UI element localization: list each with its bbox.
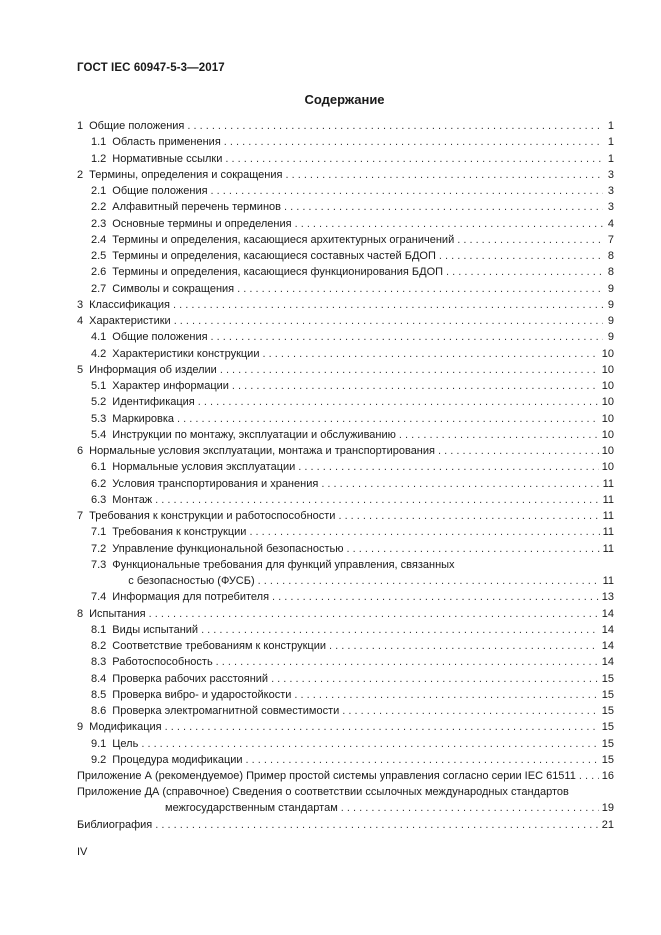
toc-entry[interactable] bbox=[77, 524, 614, 540]
toc-entry-page: 10 bbox=[601, 445, 614, 457]
toc-dot-leader bbox=[294, 687, 598, 703]
toc-entry-page: 11 bbox=[602, 510, 614, 522]
toc-entry-number: 5.2 bbox=[91, 396, 107, 409]
toc-dot-leader bbox=[446, 264, 603, 280]
toc-entry[interactable] bbox=[77, 817, 614, 833]
toc-dot-leader bbox=[329, 638, 599, 654]
toc-entry[interactable] bbox=[77, 768, 614, 784]
toc-dot-leader bbox=[211, 183, 603, 199]
toc-entry[interactable] bbox=[77, 297, 614, 313]
toc-entry-number: 4.1 bbox=[91, 331, 107, 344]
page-title: Содержание bbox=[304, 92, 385, 107]
toc-entry-page: 1 bbox=[607, 120, 614, 132]
toc-dot-leader bbox=[220, 362, 599, 378]
toc-entry-number: 1.2 bbox=[91, 152, 107, 165]
toc-entry[interactable] bbox=[77, 264, 614, 280]
toc-entry[interactable] bbox=[77, 329, 614, 345]
toc-entry-page: 10 bbox=[601, 412, 614, 425]
toc-entry-page: 1 bbox=[607, 152, 614, 165]
toc-entry-label: Алфавитный перечень терминов bbox=[112, 201, 281, 214]
toc-entry-page: 16 bbox=[601, 770, 614, 782]
toc-entry[interactable] bbox=[77, 167, 614, 183]
toc-entry-label: Проверка электромагнитной совместимости bbox=[112, 705, 340, 717]
toc-entry-page: 3 bbox=[607, 168, 614, 181]
toc-entry-label: Требования к конструкции и работоспособности bbox=[89, 510, 336, 522]
toc-entry[interactable] bbox=[77, 216, 614, 232]
toc-entry-number: 2.5 bbox=[91, 250, 107, 262]
toc-entry-label: Условия транспортирования и хранения bbox=[112, 477, 319, 490]
toc-entry-page: 14 bbox=[601, 656, 614, 669]
toc-entry-label: Информация об изделии bbox=[89, 363, 217, 376]
toc-entry[interactable] bbox=[77, 411, 614, 427]
table-of-contents bbox=[77, 118, 614, 833]
toc-entry-label: Соответствие требованиям к конструкции bbox=[112, 640, 326, 652]
toc-entry-number: 9.1 bbox=[91, 737, 107, 750]
toc-dot-leader bbox=[341, 800, 599, 816]
toc-entry-number: 2.4 bbox=[91, 233, 107, 246]
toc-entry-label: Инструкции по монтажу, эксплуатации и обслуживанию bbox=[112, 428, 396, 441]
toc-entry-page: 9 bbox=[607, 298, 614, 311]
toc-entry-label: Символы и сокращения bbox=[112, 282, 235, 295]
toc-entry-number: 1.1 bbox=[91, 136, 107, 149]
toc-entry-page: 15 bbox=[601, 705, 614, 717]
toc-entry[interactable] bbox=[77, 183, 614, 199]
toc-entry-label: Характеристики bbox=[89, 315, 171, 327]
toc-entry-page: 3 bbox=[607, 201, 614, 214]
toc-entry-number: 8 bbox=[77, 607, 84, 620]
toc-entry[interactable] bbox=[77, 541, 614, 557]
toc-dot-leader bbox=[141, 736, 598, 752]
toc-entry-number: 5.4 bbox=[91, 428, 107, 441]
toc-entry-number: 7.3 bbox=[91, 558, 107, 571]
toc-entry[interactable] bbox=[77, 557, 614, 590]
toc-entry[interactable] bbox=[77, 508, 614, 524]
toc-entry-number: 7.1 bbox=[91, 526, 107, 539]
toc-entry-page: 11 bbox=[602, 574, 614, 587]
toc-dot-leader bbox=[174, 313, 603, 329]
toc-entry-number: 8.4 bbox=[91, 672, 107, 685]
toc-entry[interactable] bbox=[77, 752, 614, 768]
toc-dot-leader bbox=[347, 541, 600, 557]
toc-entry-label: Нормативные ссылки bbox=[112, 152, 223, 165]
toc-entry-label: Нормальные условия эксплуатации bbox=[112, 461, 296, 474]
toc-entry-label: Монтаж bbox=[112, 493, 153, 506]
toc-entry-page: 14 bbox=[601, 607, 614, 620]
toc-entry-label: Термины и определения, касающиеся архитектурных ограничений bbox=[112, 233, 455, 246]
toc-entry[interactable] bbox=[77, 394, 614, 410]
toc-entry-label: Приложение ДА (справочное) Сведения о соответствии ссылочных международных стандартов bbox=[77, 786, 569, 799]
toc-entry[interactable] bbox=[77, 232, 614, 248]
toc-entry-page: 9 bbox=[607, 315, 614, 327]
toc-entry-page: 11 bbox=[602, 526, 614, 539]
toc-entry[interactable] bbox=[77, 606, 614, 622]
toc-entry-page: 14 bbox=[601, 640, 614, 652]
toc-entry-page: 10 bbox=[601, 396, 614, 409]
toc-entry[interactable] bbox=[77, 622, 614, 638]
toc-entry-label: Цель bbox=[112, 737, 139, 750]
toc-entry-label: Испытания bbox=[89, 607, 146, 620]
toc-entry-page: 8 bbox=[607, 266, 614, 279]
toc-entry-page: 10 bbox=[601, 347, 614, 360]
toc-entry-label: Маркировка bbox=[112, 412, 175, 425]
toc-entry-page: 7 bbox=[607, 233, 614, 246]
toc-entry[interactable] bbox=[77, 638, 614, 654]
toc-dot-leader bbox=[155, 492, 599, 508]
toc-entry-label: Приложение А (рекомендуемое) Пример простой системы управления согласно серии IEC 61511 bbox=[77, 770, 576, 782]
toc-entry-number: 7.4 bbox=[91, 591, 107, 604]
toc-entry-page: 1 bbox=[607, 136, 614, 149]
toc-entry[interactable] bbox=[77, 248, 614, 264]
toc-entry-label: Характеристики конструкции bbox=[112, 347, 260, 360]
toc-entry-number: 7 bbox=[77, 510, 84, 522]
toc-entry-label: Модификация bbox=[89, 721, 162, 734]
toc-entry-label: Термины и определения, касающиеся функционирования БДОП bbox=[112, 266, 444, 279]
toc-entry[interactable] bbox=[77, 476, 614, 492]
toc-entry-number: 2.2 bbox=[91, 201, 107, 214]
toc-dot-leader bbox=[149, 606, 599, 622]
toc-dot-leader bbox=[198, 394, 599, 410]
toc-entry-page: 15 bbox=[601, 688, 614, 701]
toc-dot-leader bbox=[177, 411, 599, 427]
toc-entry-number: 8.2 bbox=[91, 640, 107, 652]
toc-entry-number: 2.7 bbox=[91, 282, 107, 295]
toc-dot-leader bbox=[298, 459, 598, 475]
toc-entry-number: 8.1 bbox=[91, 623, 107, 636]
toc-entry-label: Термины, определения и сокращения bbox=[89, 168, 283, 181]
toc-entry[interactable] bbox=[77, 719, 614, 735]
toc-entry-number: 3 bbox=[77, 298, 84, 311]
toc-entry-number: 2 bbox=[77, 168, 84, 181]
toc-entry-number: 2.6 bbox=[91, 266, 107, 279]
toc-entry[interactable] bbox=[77, 687, 614, 703]
toc-dot-leader bbox=[579, 768, 599, 784]
toc-entry-page: 15 bbox=[601, 753, 614, 766]
toc-entry[interactable] bbox=[77, 118, 614, 134]
toc-entry-label: Информация для потребителя bbox=[112, 591, 270, 604]
toc-dot-leader bbox=[342, 703, 598, 719]
toc-entry-number: 9.2 bbox=[91, 753, 107, 766]
toc-entry-label: Идентификация bbox=[112, 396, 195, 409]
toc-entry-label: Классификация bbox=[89, 298, 170, 311]
toc-entry-page: 4 bbox=[607, 217, 614, 230]
toc-entry[interactable] bbox=[77, 589, 614, 605]
toc-entry-label: Характер информации bbox=[112, 380, 229, 392]
toc-entry-number: 2.3 bbox=[91, 217, 107, 230]
toc-entry-number: 5 bbox=[77, 363, 84, 376]
toc-entry-page: 11 bbox=[602, 477, 614, 490]
toc-dot-leader bbox=[262, 346, 598, 362]
toc-dot-leader bbox=[439, 248, 603, 264]
toc-dot-leader bbox=[237, 281, 603, 297]
toc-entry-page: 21 bbox=[601, 818, 614, 831]
toc-entry-page: 9 bbox=[607, 331, 614, 344]
toc-entry-page: 15 bbox=[601, 672, 614, 685]
toc-entry[interactable] bbox=[77, 281, 614, 297]
toc-entry-label-continuation: межгосударственным стандартам bbox=[165, 802, 338, 815]
toc-entry[interactable] bbox=[77, 671, 614, 687]
toc-entry-page: 11 bbox=[602, 542, 614, 555]
toc-dot-leader bbox=[187, 118, 603, 134]
toc-entry-number: 6.3 bbox=[91, 493, 107, 506]
toc-entry-page: 13 bbox=[601, 591, 614, 604]
toc-entry-label: Общие положения bbox=[89, 120, 185, 132]
toc-entry-page: 14 bbox=[601, 623, 614, 636]
toc-entry[interactable] bbox=[77, 459, 614, 475]
toc-entry-number: 5.1 bbox=[91, 380, 107, 392]
toc-entry-number: 6.1 bbox=[91, 461, 107, 474]
toc-entry-label: Требования к конструкции bbox=[112, 526, 247, 539]
toc-entry-number: 6.2 bbox=[91, 477, 107, 490]
toc-entry-label: Проверка вибро- и ударостойкости bbox=[112, 688, 292, 701]
toc-entry-number: 6 bbox=[77, 445, 84, 457]
toc-dot-leader bbox=[232, 378, 599, 394]
toc-entry-number: 4 bbox=[77, 315, 84, 327]
toc-dot-leader bbox=[338, 508, 599, 524]
toc-entry-label: Основные термины и определения bbox=[112, 217, 292, 230]
toc-dot-leader bbox=[249, 524, 599, 540]
toc-dot-leader bbox=[201, 622, 599, 638]
toc-entry-page: 11 bbox=[602, 493, 614, 506]
toc-entry-page: 10 bbox=[601, 363, 614, 376]
toc-entry[interactable] bbox=[77, 443, 614, 459]
toc-entry[interactable] bbox=[77, 703, 614, 719]
toc-entry[interactable] bbox=[77, 346, 614, 362]
toc-dot-leader bbox=[216, 654, 599, 670]
toc-entry-number: 2.1 bbox=[91, 185, 107, 197]
toc-entry-page: 10 bbox=[601, 428, 614, 441]
toc-dot-leader bbox=[165, 719, 599, 735]
toc-entry-label: Проверка рабочих расстояний bbox=[112, 672, 269, 685]
toc-dot-leader bbox=[295, 216, 603, 232]
toc-dot-leader bbox=[211, 329, 603, 345]
document-code-header: ГОСТ IEC 60947-5-3—2017 bbox=[77, 62, 225, 74]
toc-dot-leader bbox=[271, 671, 599, 687]
toc-entry-label: Работоспособность bbox=[112, 656, 213, 669]
toc-entry-number: 8.3 bbox=[91, 656, 107, 669]
toc-entry-label: Область применения bbox=[112, 136, 221, 149]
toc-entry[interactable] bbox=[77, 784, 614, 817]
toc-entry[interactable] bbox=[77, 199, 614, 215]
toc-entry-page: 10 bbox=[601, 380, 614, 392]
toc-entry[interactable] bbox=[77, 378, 614, 394]
toc-entry-page: 15 bbox=[601, 721, 614, 734]
toc-entry-number: 8.6 bbox=[91, 705, 107, 717]
toc-entry-label: Библиография bbox=[77, 818, 153, 831]
toc-dot-leader bbox=[321, 476, 599, 492]
toc-entry-page: 10 bbox=[601, 461, 614, 474]
toc-entry-label: Виды испытаний bbox=[112, 623, 199, 636]
toc-entry-number: 9 bbox=[77, 721, 84, 734]
toc-entry[interactable] bbox=[77, 151, 614, 167]
toc-dot-leader bbox=[284, 199, 603, 215]
toc-entry-number: 8.5 bbox=[91, 688, 107, 701]
toc-entry-number: 7.2 bbox=[91, 542, 107, 555]
toc-dot-leader bbox=[285, 167, 603, 183]
toc-entry[interactable] bbox=[77, 134, 614, 150]
toc-dot-leader bbox=[272, 589, 599, 605]
toc-entry-label: Нормальные условия эксплуатации, монтажа и транспортирования bbox=[89, 445, 435, 457]
page-number-footer: IV bbox=[77, 846, 88, 858]
toc-entry[interactable] bbox=[77, 654, 614, 670]
toc-dot-leader bbox=[225, 151, 603, 167]
toc-entry-page: 3 bbox=[607, 185, 614, 197]
toc-entry-label: Процедура модификации bbox=[112, 753, 243, 766]
toc-entry-page: 19 bbox=[601, 802, 614, 815]
toc-dot-leader bbox=[224, 134, 603, 150]
toc-dot-leader bbox=[258, 573, 600, 589]
toc-entry-number: 1 bbox=[77, 120, 84, 132]
toc-entry[interactable] bbox=[77, 427, 614, 443]
toc-entry-label: Общие положения bbox=[112, 331, 208, 344]
toc-entry[interactable] bbox=[77, 736, 614, 752]
toc-dot-leader bbox=[399, 427, 599, 443]
toc-entry[interactable] bbox=[77, 362, 614, 378]
toc-dot-leader bbox=[173, 297, 603, 313]
toc-dot-leader bbox=[457, 232, 603, 248]
toc-entry-page: 8 bbox=[607, 250, 614, 262]
toc-entry-label: Функциональные требования для функций управления, связанных bbox=[112, 558, 455, 571]
toc-entry-label: Общие положения bbox=[112, 185, 208, 197]
toc-entry[interactable] bbox=[77, 313, 614, 329]
toc-entry-label: Термины и определения, касающиеся составных частей БДОП bbox=[112, 250, 436, 262]
toc-entry-number: 5.3 bbox=[91, 412, 107, 425]
toc-entry-page: 15 bbox=[601, 737, 614, 750]
toc-dot-leader bbox=[246, 752, 599, 768]
toc-dot-leader bbox=[155, 817, 599, 833]
toc-dot-leader bbox=[438, 443, 599, 459]
toc-entry-number: 4.2 bbox=[91, 347, 107, 360]
toc-entry-page: 9 bbox=[607, 282, 614, 295]
toc-entry-label-continuation: с безопасностью (ФУСБ) bbox=[128, 574, 255, 587]
toc-entry-label: Управление функциональной безопасностью bbox=[112, 542, 344, 555]
toc-entry[interactable] bbox=[77, 492, 614, 508]
